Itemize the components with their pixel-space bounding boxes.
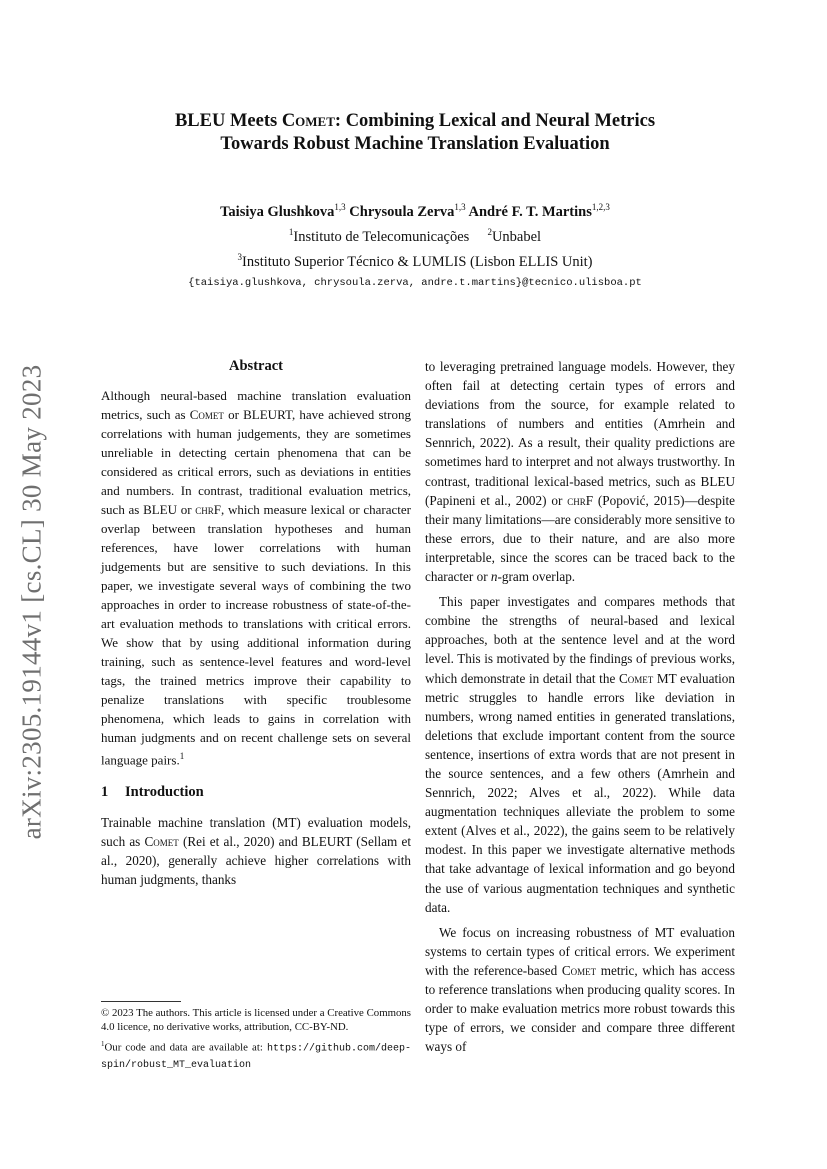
abstract-heading: Abstract — [229, 358, 283, 374]
author-2-sup: 1,3 — [454, 202, 466, 212]
aff3-sup: 3 — [237, 251, 242, 262]
intro-p3-part-a: We focus on increasing robustness of MT evaluation systems to certain types of critical errors. We experiment with the reference-based — [425, 924, 735, 978]
author-3-sup: 1,2,3 — [591, 202, 610, 212]
intro-paragraph-1-continued — [425, 357, 735, 586]
author-names — [100, 197, 730, 222]
title-comet: Comet — [281, 111, 335, 131]
license-footnote: © 2023 The authors. This article is licensed under a Creative Commons 4.0 licence, no derivative works, attribution, CC-BY-ND. — [101, 1007, 411, 1033]
intro-p1-comet: Comet — [144, 833, 179, 849]
affiliation-3-line — [100, 247, 730, 272]
arxiv-identifier: arXiv:2305.19144v1 [cs.CL] 30 May 2023 — [16, 364, 47, 840]
aff2-sup: 2 — [487, 226, 492, 237]
title-part-a: BLEU Meets — [174, 111, 282, 131]
section-number: 1 — [101, 784, 109, 801]
intro-r1-n: n — [490, 569, 498, 585]
intro-p1-part-a: Trainable machine translation (MT) evaluation models, such as — [101, 814, 411, 849]
intro-paragraph-1 — [101, 813, 411, 889]
paper-title — [100, 110, 730, 156]
abstract-footnote-mark: 1 — [179, 751, 185, 762]
aff1-sup: 1 — [288, 226, 294, 237]
author-1-sup: 1,3 — [334, 202, 346, 212]
abstract-part-2: or BLEURT, have achieved strong correlations with human judgements, they are sometimes unreliable in detecting certain phenomena that can be considered as critical errors, such as deviations in entities and numbers. In contrast, traditional evaluation metrics, such as BLEU or — [101, 407, 411, 518]
affiliations-1-2 — [100, 222, 730, 247]
section-heading-introduction — [101, 783, 411, 802]
abstract-part-1: Although neural-based machine translation evaluation metrics, such as — [101, 388, 411, 423]
author-emails: {taisiya.glushkova, chrysoula.zerva, andre.t.martins}@tecnico.ulisboa.pt — [188, 277, 642, 290]
abstract-comet: Comet — [189, 407, 224, 423]
title-part-b: : Combining Lexical and Neural Metrics — [334, 111, 656, 131]
left-column — [101, 357, 411, 889]
intro-r1-part-c: -gram overlap. — [497, 569, 576, 585]
author-3: André F. T. Martins — [468, 203, 592, 220]
intro-r1-chrf: chrF — [567, 492, 594, 508]
affiliation-3: Instituto Superior Técnico & LUMLIS (Lisbon ELLIS Unit) — [241, 253, 593, 270]
intro-p2-comet: Comet — [618, 670, 654, 686]
code-url-link[interactable]: https://github.com/deep-spin/robust_MT_evaluation — [101, 1043, 411, 1071]
intro-p2-part-a: This paper investigates and compares methods that combine the strengths of neural-based and lexical approaches, both at the sentence level and at the word level. This is motivated by the findings of previous works, which demonstrate in detail that the — [425, 594, 735, 686]
author-1: Taisiya Glushkova — [220, 203, 335, 220]
footnote-1-text: Our code and data are available at: — [104, 1041, 267, 1054]
arxiv-sidebar — [10, 352, 54, 852]
abstract-part-3: , which measure lexical or character overlap between translation hypotheses and human references, have lower correlations with human judgements but are sensitive to such deviations. In this paper, we investigate several ways of combining the two approaches in order to increase robustness of state-of-the-art evaluation methods to translations with critical errors. We show that by using additional information during training, such as sentence-level features and word-level tags, the trained metrics improve their capability to penalize translations with specific troublesome phenomena, which leads to gains in correlation with human judgments and on recent challenge sets on several language pairs. — [101, 502, 411, 768]
intro-paragraph-3 — [425, 923, 735, 1057]
author-block — [100, 197, 730, 293]
code-footnote — [101, 1037, 411, 1073]
section-title: Introduction — [125, 784, 204, 801]
author-2: Chrysoula Zerva — [349, 203, 455, 220]
intro-r1-part-a: to leveraging pretrained language models. However, they often fail at detecting certain types of errors and deviations from the source, for example related to translations of numbers and entities (Amrhein and Sennrich, 2022). As a result, their quality predictions are sometimes hard to interpret and not always trustworthy. In contrast, traditional lexical-based metrics, such as BLEU (Papineni et al., 2002) or — [425, 359, 735, 508]
intro-p3-comet: Comet — [561, 962, 597, 978]
title-line-2: Towards Robust Machine Translation Evaluation — [220, 134, 610, 154]
footnote-rule — [101, 1001, 181, 1002]
intro-p1-part-b: (Rei et al., 2020) and BLEURT (Sellam et al., 2020), generally achieve higher correlations with human judgments, thanks — [101, 833, 411, 887]
footnotes — [101, 1001, 411, 1076]
footnote-1-mark: 1 — [101, 1040, 105, 1048]
intro-paragraph-2 — [425, 592, 735, 917]
intro-p3-part-b: metric, which has access to reference translations when producing quality scores. In order to make evaluation metrics more robust towards this type of errors, we consider and compare three different ways of — [425, 962, 736, 1055]
abstract-chrf: chrF — [195, 502, 222, 518]
affiliation-2: Unbabel — [491, 228, 542, 245]
title-line-1 — [100, 110, 730, 133]
abstract-text — [101, 386, 411, 769]
affiliation-1: Instituto de Telecomunicações — [293, 228, 470, 245]
intro-r1-part-b: (Popović, 2015)—despite their many limitations—are considerably more sensitive to these errors, due to their nature, and are also more interpretable, since the scores can be traced back to the character or — [425, 492, 735, 585]
intro-p2-part-b: MT evaluation metric struggles to handle errors like deviation in numbers, wrong named entities in generated translations, deletions that exclude important content from the source sentence, insertions of extra words that are not present in the source sentences, and a few others (Amrhein and Sennrich, 2022; Alves et al., 2022). While data augmentation techniques alleviate the problem to some extent (Alves et al., 2022), the gains seem to be relatively modest. In this paper we investigate alternative methods that take advantage of lexical information and go beyond the use of various augmentation techniques and synthetic data. — [425, 670, 735, 915]
right-column — [425, 357, 735, 1056]
